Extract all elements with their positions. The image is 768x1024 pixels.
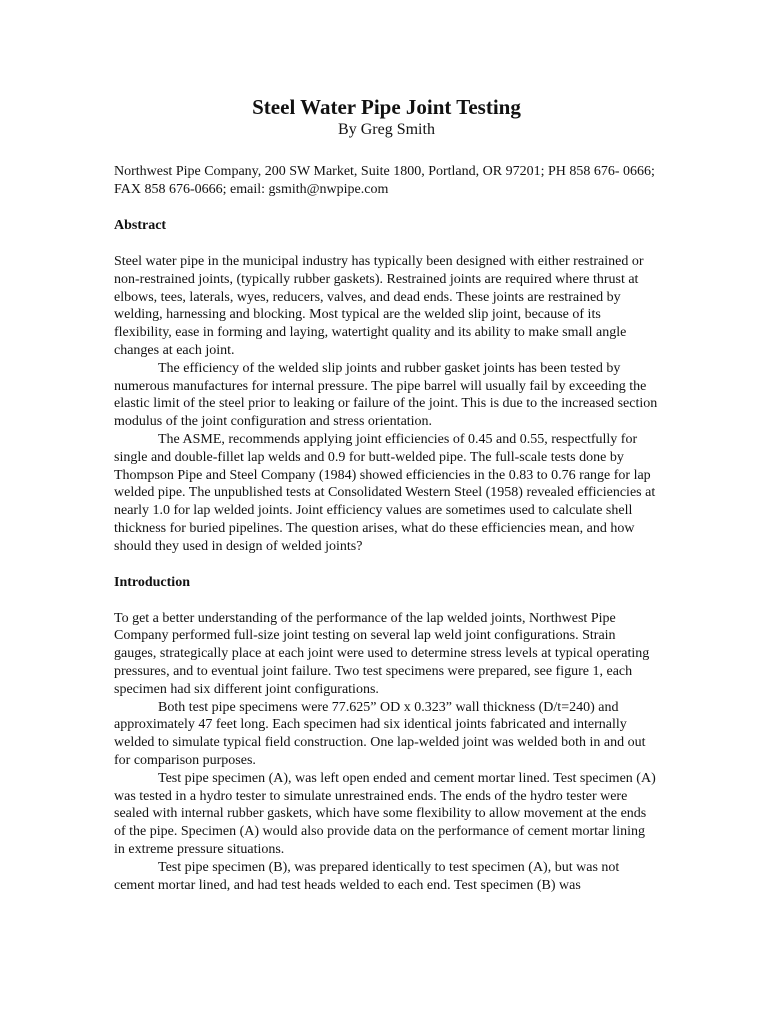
abstract-paragraph: The ASME, recommends applying joint efficiencies of 0.45 and 0.55, respectfully for single and double-fillet lap welds and 0.9 for butt-welded pipe. The full-scale tests done by Thompson Pipe and Steel Company (1984) showed efficiencies in the 0.83 to 0.76 range for lap welded pipe. The unpublished tests at Consolidated Western Steel (1958) revealed efficiencies at nearly 1.0 for lap welded joints. Joint efficiency values are sometimes used to calculate shell thickness for buried pipelines. The question arises, what do these efficiencies mean, and how should they used in design of welded joints?: [114, 431, 656, 554]
introduction-paragraph: To get a better understanding of the performance of the lap welded joints, Northwest Pipe Company performed full-size joint testing on several lap weld joint configurations. Strain gauges, strategically place at each joint were used to determine stress levels at typical operating pressures, and to eventual joint failure. Two test specimens were prepared, see figure 1, each specimen had six different joint configurations.: [114, 610, 650, 697]
abstract-paragraph: Steel water pipe in the municipal industry has typically been designed with either restrained or non-restrained joints, (typically rubber gaskets). Restrained joints are required where thrust at elbows, tees, laterals, wyes, reducers, valves, and dead ends. These joints are restrained by welding, harnessing and blocking. Most typical are the welded slip joint, because of its flexibility, ease in forming and laying, watertight quality and its ability to make small angle changes at each joint.: [114, 254, 644, 358]
introduction-body: [114, 610, 659, 895]
introduction-heading: Introduction: [114, 574, 190, 590]
abstract-body: [114, 253, 659, 556]
document-author: By Greg Smith: [338, 121, 435, 138]
introduction-paragraph: Test pipe specimen (B), was prepared identically to test specimen (A), but was not cement mortar lined, and had test heads welded to each end. Test specimen (B) was: [114, 859, 620, 893]
document-title: Steel Water Pipe Joint Testing: [252, 95, 521, 119]
introduction-paragraph: Test pipe specimen (A), was left open ended and cement mortar lined. Test specimen (A) was tested in a hydro tester to simulate unrestrained ends. The ends of the hydro tester were sealed with internal rubber gaskets, which have some flexibility to allow movement at the ends of the pipe. Specimen (A) would also provide data on the performance of cement mortar lining in extreme pressure situations.: [114, 770, 656, 857]
author-affiliation: Northwest Pipe Company, 200 SW Market, Suite 1800, Portland, OR 97201; PH 858 676- 0666; FAX 858 676-0666; email: gsmith@nwpipe.com: [114, 164, 655, 197]
abstract-heading: Abstract: [114, 218, 167, 233]
introduction-paragraph: Both test pipe specimens were 77.625” OD x 0.323” wall thickness (D/t=240) and approximately 47 feet long. Each specimen had six identical joints fabricated and internally welded to simulate typical field construction. One lap-welded joint was welded both in and out for comparison purposes.: [114, 699, 646, 768]
abstract-paragraph: The efficiency of the welded slip joints and rubber gasket joints has been tested by numerous manufactures for internal pressure. The pipe barrel will usually fail by exceeding the elastic limit of the steel prior to leaking or failure of the joint. This is due to the increased section modulus of the joint configuration and stress orientation.: [114, 360, 658, 430]
page-content: [114, 94, 659, 894]
